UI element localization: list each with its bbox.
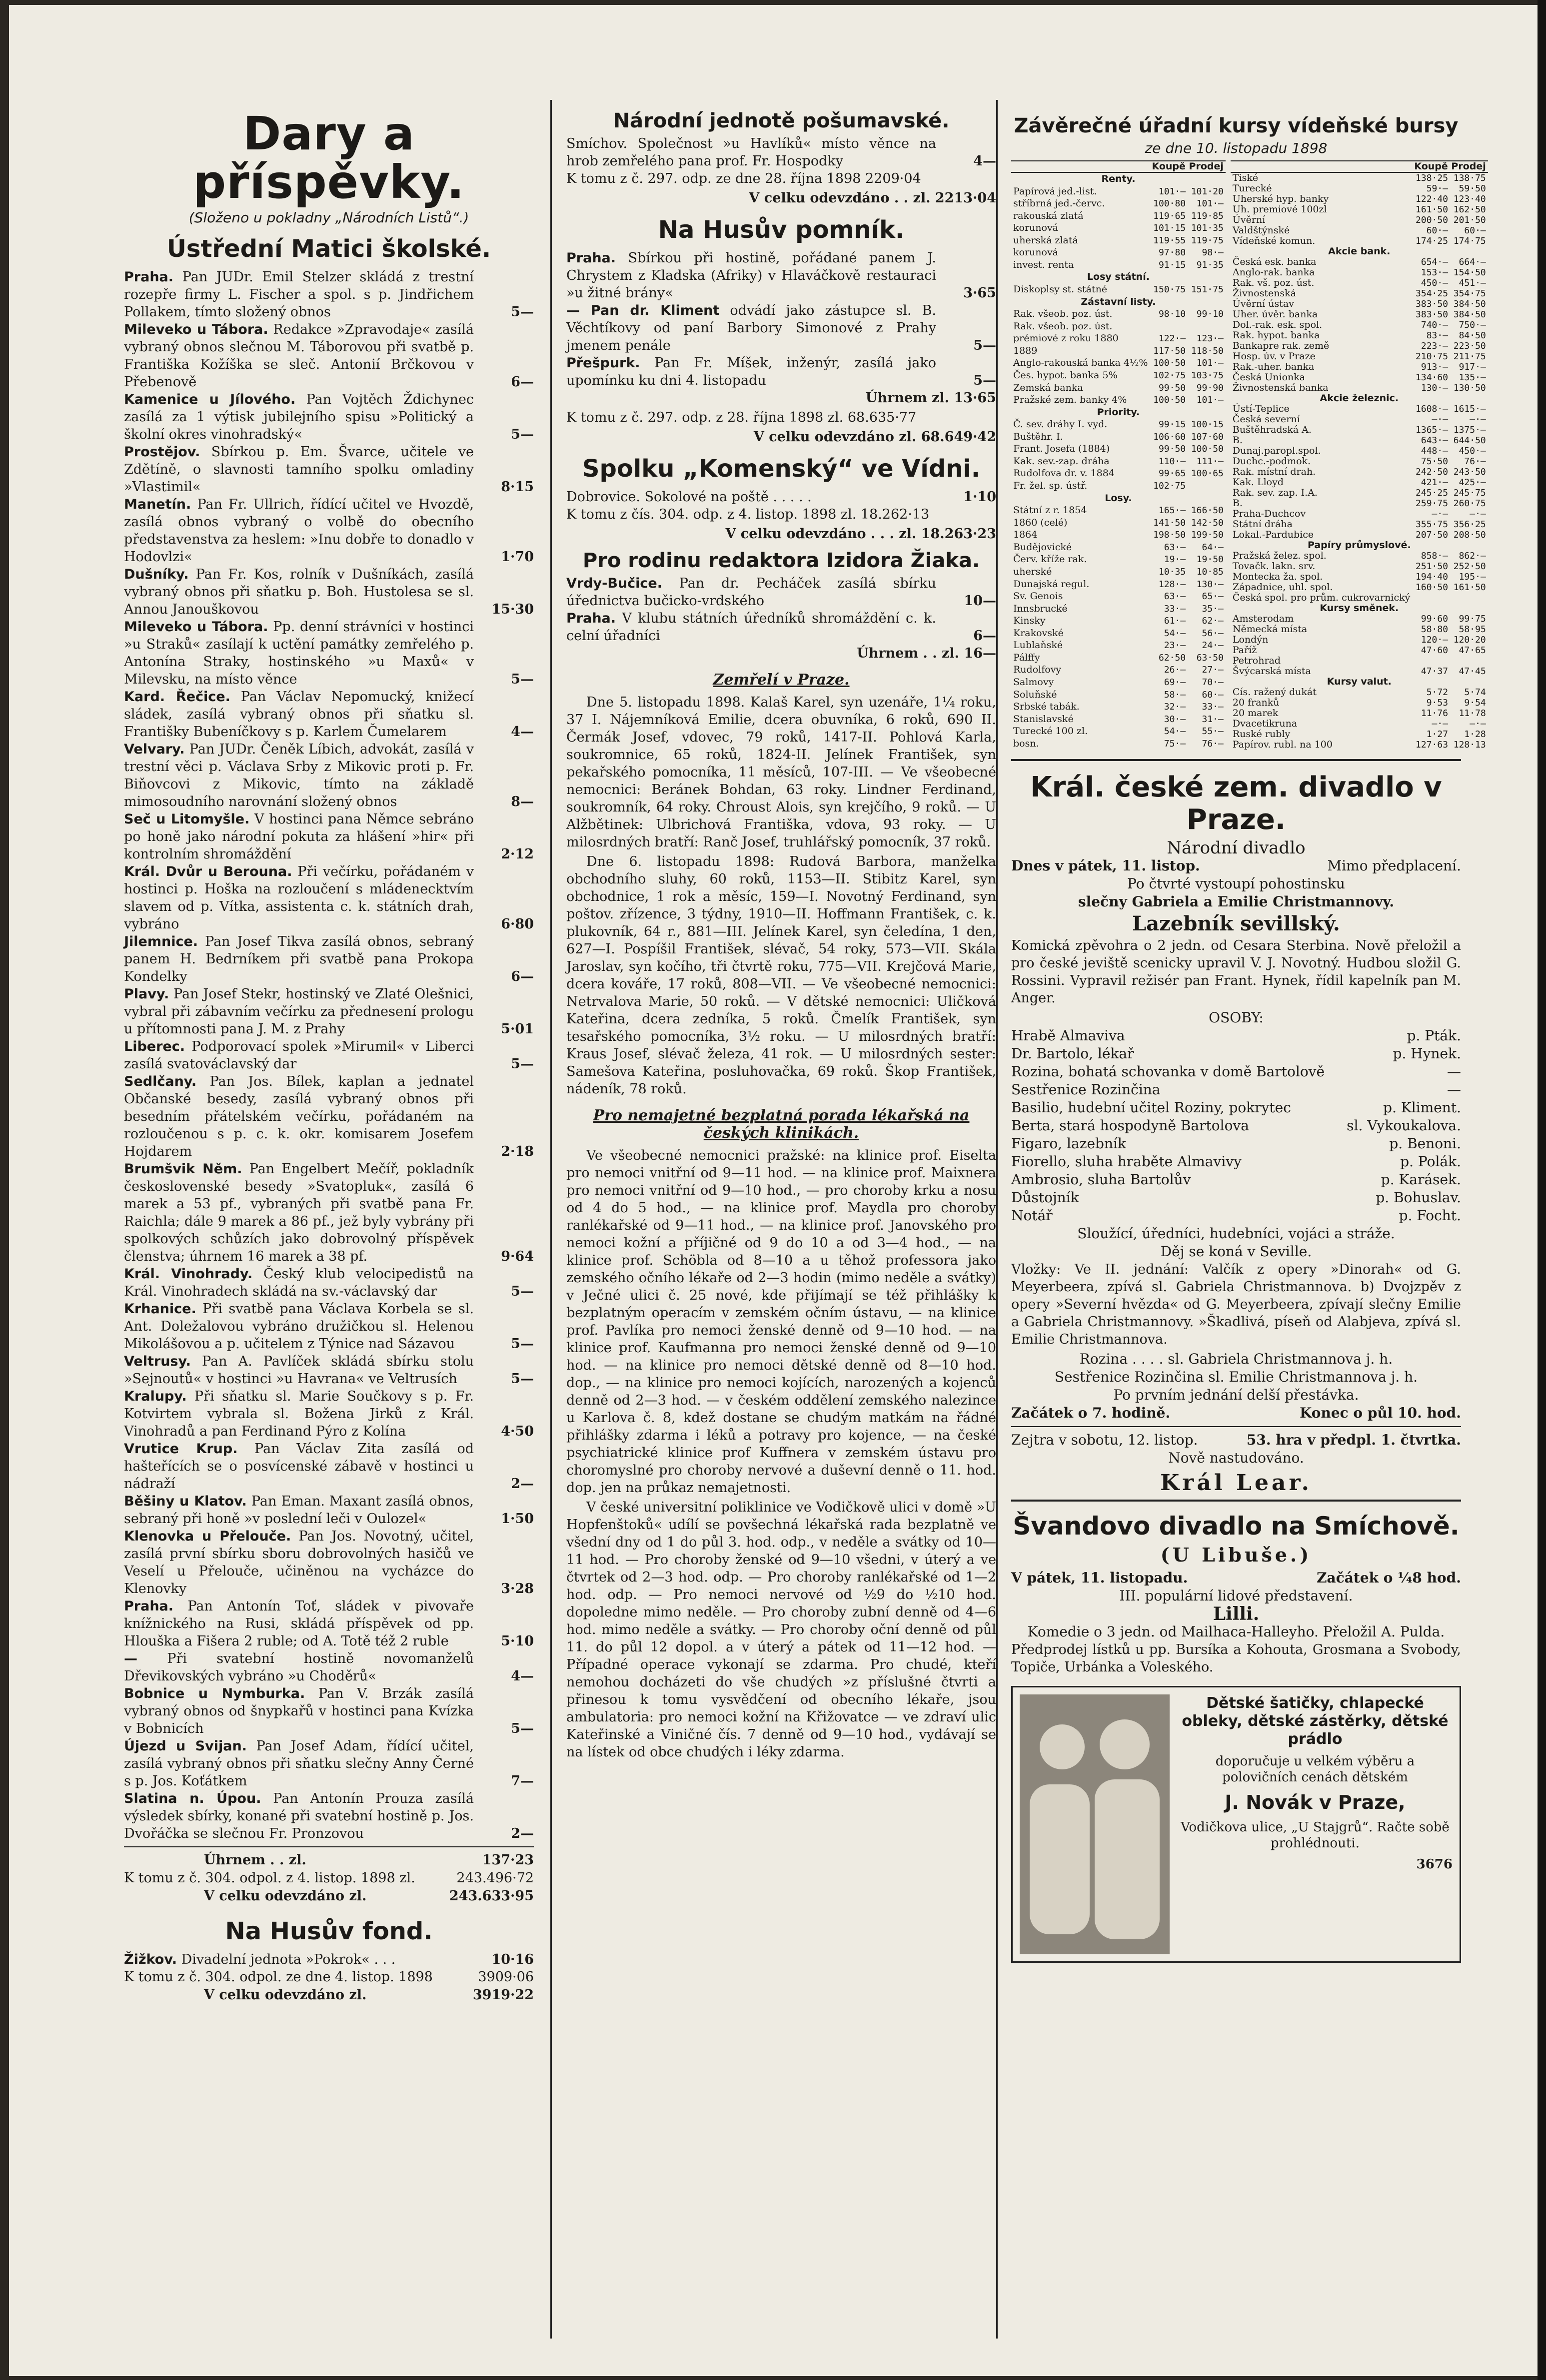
table-row: Červ. kříže rak. 19·— 19·50 <box>1013 554 1224 565</box>
theatre-national-title: Král. české zem. divadlo v Praze. <box>1030 771 1442 836</box>
cast-heading: OSOBY: <box>1209 1009 1264 1026</box>
donation-list <box>566 249 996 389</box>
play-setting: Děj se koná v Seville. <box>1160 1243 1312 1260</box>
sum-line: K tomu z č. 297. odp. ze dne 28. října 1898 2209·04 <box>566 171 921 186</box>
list-item: Kard. Řečice. Pan Václav Nepomucký, knižecí sládek, zasílá vybraný obnos při sňatku sl. Františky Bubeníčkovy s p. Karlem Čumelarem 4— <box>124 689 534 740</box>
section-heading-komensky: Spolku „Komenský“ ve Vídni. <box>582 454 981 483</box>
list-item: Plavy. Pan Josef Stekr, hostinský ve Zlaté Olešnici, vybral při zábavním večírku za přednesení prologu u přítomnosti pana J. M. z Prahy 5·01 <box>124 986 534 1037</box>
table-row: Rak. místní drah. 242·50 243·50 <box>1232 466 1486 477</box>
theatre-svanda-sub: (U Libuše.) <box>1160 1544 1312 1566</box>
table-row: Rak.-uher. banka 913·— 917·— <box>1232 361 1486 372</box>
table-row: Pálffy 62·50 63·50 <box>1013 652 1224 663</box>
table-row: Salmovy 69·— 70·— <box>1013 677 1224 688</box>
table-row: Amsterodam 99·60 99·75 <box>1232 613 1486 624</box>
list-item: Praha. Pan Antonín Toť, sládek v pivovaře knížnického na Rusi, skládá příspěvek od pp. Hlouška a Fišera 2 ruble; od A. Totě též 2 ruble 5·10 <box>124 1598 534 1649</box>
cast-row: Rozina, bohatá schovanka v domě Bartolově — <box>1011 1063 1461 1080</box>
table-row: Úvěrní 200·50 201·50 <box>1232 214 1486 225</box>
table-row: Úvěrní ústav 383·50 384·50 <box>1232 298 1486 309</box>
list-item: Žižkov. Divadelní jednota »Pokrok« . . . 10·16 <box>124 1951 534 1967</box>
sum-total: Úhrnem . . zl. 137·23 <box>204 1852 534 1868</box>
show-times: Začátek o 7. hodině. Konec o půl 10. hod. <box>1011 1405 1461 1421</box>
table-row: Londýn 120·— 120·20 <box>1232 634 1486 645</box>
exchange-tables <box>1011 160 1486 750</box>
table-row: Turecké 100 zl. 54·— 55·— <box>1013 726 1224 737</box>
table-row: Živnostenská banka 130·— 130·50 <box>1232 382 1486 393</box>
section-heading-zemreli: Zemřelí v Praze. <box>713 671 850 689</box>
cast-row: Basilio, hudební učitel Roziny, pokrytec p. Kliment. <box>1011 1099 1461 1116</box>
table-row: Renty. <box>1101 173 1136 184</box>
list-item: Slatina n. Úpou. Pan Antonín Prouza zasílá výsledek sbírky, konané při svatební hostině p. Jos. Dvořáčka se slečnou Fr. Pronzovou 2— <box>124 1790 534 1841</box>
table-row: Soluňské 58·— 60·— <box>1013 689 1224 700</box>
fond-sum-prior: K tomu z č. 304. odpol. ze dne 4. listop. 1898 3909·06 <box>124 1969 534 1985</box>
list-item: Újezd u Svijan. Pan Josef Adam, řídící učitel, zasílá vybraný obnos při sňatku slečny Anny Černé s p. Jos. Koťátkem 7— <box>124 1738 534 1789</box>
list-item: Seč u Litomyšle. V hostinci pana Němce sebráno po honě jako národní pokuta za hlášení »hir« při kontrolním shromáždění 2·12 <box>124 811 534 862</box>
list-item: Veltrusy. Pan A. Pavlíček skládá sbírku stolu »Sejnoutů« v hostinci »u Havrana« ve Veltrusích 5— <box>124 1353 534 1387</box>
table-row: Priority. <box>1097 406 1140 418</box>
cast-row: Důstojník p. Bohuslav. <box>1011 1189 1461 1206</box>
table-row: Č. sev. dráhy I. vyd. 99·15 100·15 <box>1013 419 1224 430</box>
table-row: 20 marek 11·76 11·78 <box>1232 708 1486 719</box>
donation-list <box>124 268 534 1842</box>
table-row: Duchc.-podmok. 75·50 76·— <box>1232 456 1486 467</box>
svanda-desc: Komedie o 3 jedn. od Mailhaca-Halleyho. Přeložil A. Pulda. <box>1027 1623 1445 1640</box>
sum-line: K tomu z čís. 304. odp. z 4. listop. 1898 zl. 18.262·13 <box>566 506 930 522</box>
children-illustration <box>1020 1694 1170 1954</box>
table-row: Dvacetikruna —·— —·— <box>1232 718 1486 729</box>
table-row: Diskoplsy st. státné 150·75 151·75 <box>1013 284 1224 295</box>
table-row: Akcie železnic. <box>1320 393 1399 404</box>
column-rule-2 <box>996 100 998 2339</box>
table-row: Ústí-Teplice 1608·— 1615·— <box>1232 403 1486 414</box>
column-rule-1 <box>550 100 552 2339</box>
table-row: Budějovické 63·— 64·— <box>1013 541 1224 553</box>
theatre-svanda-title: Švandovo divadlo na Smíchově. <box>1013 1512 1460 1541</box>
cast-row: Figaro, lazebník p. Benoni. <box>1011 1135 1461 1152</box>
table-row: 1889 117·50 118·50 <box>1013 345 1224 356</box>
svanda-presale: Předprodej lístků u pp. Bursíka a Kohouta, Grosmana a Svobody, Topiče, Urbánka a Voleského. <box>1011 1642 1461 1675</box>
list-item: Vrutice Krup. Pan Václav Zita zasílá od hašteřících se o posvícenské zábavě v hostinci u nádraží 2— <box>124 1441 534 1492</box>
list-item: Bobnice u Nymburka. Pan V. Brzák zasílá vybraný obnos od šnypkařů v hostinci pana Kvízka v Bobnicích 5— <box>124 1685 534 1736</box>
table-row: Bankapre rak. země 223·— 223·50 <box>1232 340 1486 351</box>
table-row: Fr. žel. sp. ústř. 102·75 <box>1013 480 1186 492</box>
clinics-text <box>566 1147 996 1761</box>
list-item: Mileveko u Tábora. Pp. denní strávníci v hostinci »u Straků« zasílají k uctění památky zemřelého p. Antonína Straky, hostinského »u Maxů« v Milevsku, na místo věnce 5— <box>124 619 534 687</box>
table-row: Zástavní listy. <box>1081 296 1156 307</box>
table-row: Pražská želez. spol. 858·— 862·— <box>1232 550 1486 561</box>
next-show-note: Nově nastudováno. <box>1168 1450 1304 1466</box>
table-row: Turecké 59·— 59·50 <box>1232 183 1486 194</box>
section-heading-matice: Ústřední Matici školské. <box>166 235 491 263</box>
table-row: Frant. Josefa (1884) 99·50 100·50 <box>1013 443 1224 455</box>
table-row: Akcie bank. <box>1328 246 1391 257</box>
column-right <box>1011 90 1486 1963</box>
list-item: — Při svatební hostině novomanželů Dřevikovských vybráno »u Choděrů« 4— <box>124 1650 534 1684</box>
paragraph: Dne 6. listopadu 1898: Rudová Barbora, manželka obchodního sluhy, 60 roků, 1153—II. Stibitz Karel, syn obchodnice, 1 rok a měsíc, 159—I. Novotný Ferdinand, syn poštov. zřízence, 3 týdny, 1910—II. Hoffmann František, c. k. plukovník, 64 r., 881—III. Jelínek Karel, syn čeledína, 1 den, 627—I. Pospíšil František, slévač, 54 roky, 573—VII. Skála Jaroslav, syn kočího, tři čtvrtě roku, 775—VII. Krejčová Marie, dcera kováře, 17 roků, 808—VII. — Ve všeobecné nemocnici: Netrvalova Marie, 50 roků. — V dětské nemocnici: Uličková Kateřina, dcera zedníka, 5 roků. Čmelík František, syn tesařského pomocníka, 3½ roku. — U milosrdných bratří: Kraus Josef, slévač železa, 41 rok. — U milosrdných sester: Samešova Kateřina, posluhovačka, 69 roků. Škop František, nádeník, 78 roků. <box>566 853 996 1097</box>
list-item: Krhanice. Při svatbě pana Václava Korbela se sl. Ant. Doležalovou vybráno družičkou sl. Helenou Mikolášovou a p. učitelem z Týnice nad Sázavou 5— <box>124 1301 534 1352</box>
guest-names: slečny Gabriela a Emilie Christmannovy. <box>1078 893 1395 910</box>
play-inserts: Vložky: Ve II. jednání: Valčík z opery »Dinorah« od G. Meyerbeera, zpívá sl. Gabriela Christmannova. b) Dvojzpěv z opery »Severní hvězda« od G. Meyerbeera, zpívají slečny Emilie a Gabriela Christmannovy. »Škadlivá, píseň od Alabjeva, zpívá sl. Emilie Christmannova. <box>1011 1262 1461 1347</box>
table-row: Rudolfova dr. v. 1884 99·65 100·65 <box>1013 468 1224 479</box>
table-row: Dunajská regul. 128·— 130·— <box>1013 578 1224 590</box>
table-row: Papírová jed.-list. 101·— 101·20 <box>1013 185 1224 197</box>
kursy-date: ze dne 10. listopadu 1898 <box>1145 140 1328 156</box>
ad-products: Dětské šatičky, chlapecké obleky, dětské zástěrky, dětské prádlo <box>1182 1694 1449 1748</box>
sum-line: Úhrnem zl. 13·65 <box>865 390 996 406</box>
page-title: Dary a příspěvky. <box>193 107 465 209</box>
table-row: Rak. vš. poz. úst. 450·— 451·— <box>1232 277 1486 288</box>
ad-number: 3676 <box>1416 1857 1453 1872</box>
cast-row: Ambrosio, sluha Bartolův p. Karásek. <box>1011 1171 1461 1188</box>
sum-prior: K tomu z č. 304. odpol. z 4. listop. 1898 zl. 243.496·72 <box>124 1870 534 1886</box>
table-row: Česká severní —·— —·— <box>1232 414 1486 425</box>
guest-role-1: Rozina . . . . sl. Gabriela Christmannova j. h. <box>1079 1351 1393 1367</box>
table-row: Česká spol. pro prům. cukrovarnický <box>1232 592 1411 603</box>
table-row: Montecka ža. spol. 194·40 195·— <box>1232 571 1486 582</box>
table-row: Kinsky 61·— 62·— <box>1013 615 1224 627</box>
table-row: prémiové z roku 1880 122·— 123·— <box>1013 333 1224 344</box>
table-row: rakouská zlatá 119·65 119·85 <box>1013 210 1224 221</box>
divider <box>124 1846 534 1847</box>
table-row: Státní z r. 1854 165·— 166·50 <box>1013 505 1224 516</box>
list-item: Běšiny u Klatov. Pan Eman. Maxant zasílá obnos, sebraný při honě »v poslední leči v Oulozel« 1·50 <box>124 1493 534 1527</box>
list-item: Praha. Pan JUDr. Emil Stelzer skládá z trestní rozepře firmy L. Fischer a spol. s p. Jindřichem Pollakem, tímto složený obnos 5— <box>124 269 534 320</box>
section-heading-ziak: Pro rodinu redaktora Izidora Žiaka. <box>582 549 980 572</box>
table-row: Losy státní. <box>1087 271 1150 283</box>
list-item: Dušníky. Pan Fr. Kos, rolník v Dušníkách, zasílá vybraný obnos při sňatku p. Boh. Hustolesa se sl. Annou Janouškovou 15·30 <box>124 566 534 617</box>
table-row: Živnostenská 354·25 354·75 <box>1232 288 1486 299</box>
table-row: Pražské zem. banky 4% 100·50 101·— <box>1013 394 1224 406</box>
table-row: Lublaňské 23·— 24·— <box>1013 640 1224 651</box>
table-row: korunová 97·80 98·— <box>1013 247 1224 258</box>
table-row: Lokal.-Pardubice 207·50 208·50 <box>1232 529 1486 540</box>
table-row: Západnice, uhl. spol. 160·50 161·50 <box>1232 582 1486 593</box>
guest-role-2: Sestřenice Rozinčina sl. Emilie Christmannova j. h. <box>1054 1369 1418 1385</box>
list-item: Prostějov. Sbírkou p. Em. Švarce, učitele ve Zdětíně, o slavnosti tamního spolku omladiny »Vlastimil« 8·15 <box>124 444 534 495</box>
exchange-table-right: Koupě Prodej Tiské 138·25 138·75 Turecké 59·— 59·50 Uherské hyp. banky 122·40 123·40 Uh. premiové 100zl 161·50 162·50 Úvěrní 200·50 201·50 Valdštýnské 60·— 60·— Vídeňské komun. 174·25 174·75 Akcie bank. Česká esk. banka 654·— 664·— Anglo-rak. banka 153·— 154·50 Rak. vš. poz. úst. 450·— 451·— Živnostenská 354·25 354·75 Úvěrní ústav 383·50 384·50 Uher. úvěr. banka 383·50 384·50 Dol.-rak. esk. spol. 740·— 750·— Rak. hypot. banka 83·— 84·50 Bankapre rak. země 223·— 223·50 Hosp. úv. v Praze 210·75 211·75 Rak.-uher. banka 913·— 917·— Česká Unionka 134·60 135·— Živnostenská banka 130·— 130·50 Akcie železnic. Ústí-Teplice 1608·— 1615·— Česká severní —·— —·— Buštěhradská A. 1365·— 1375·— B. 643·— 644·50 Dunaj.paropl.spol. 448·— 450·— Duchc.-podmok. 75·50 76·— Rak. místní drah. 242·50 243·50 Kak. Lloyd 421·— 425·— Rak. sev. zap. I.A. 245·25 245·75 B. 259·75 260·75 Praha-Duchcov —·— —·— Státní dráha 355·75 356·25 Lokal.-Pardubice 207·50 208·50 Papíry průmyslové. Pražská želez. spol. 858·— 862·— Tovačk. lakn. srv. 251·50 252·50 Montecka ža. spol. 194·40 195·— Západnice, uhl. spol. 160·50 161·50 Česká spol. pro prům. cukrovarnický Kursy směnek. Amsterodam 99·60 99·75 Německá místa 58·80 58·95 Londýn 120·— 120·20 Paříž 47·60 47·65 Petrohrad Švýcarská místa 47·37 47·45 Kursy valut. Cís. ražený dukát 5·72 5·74 20 franků 9·53 9·54 20 marek 11·76 11·78 Dvacetikruna —·— —·— Ruské rubly 1·27 1·28 Papírov. rubl. na 100 127·63 128·13 <box>1231 160 1488 750</box>
table-row: stříbrná jed.-červc. 100·80 101·— <box>1013 198 1224 209</box>
table-row: B. 643·— 644·50 <box>1232 435 1486 446</box>
table-row: Zemská banka 99·50 99·90 <box>1013 382 1224 393</box>
table-row: Buštěhr. I. 106·60 107·60 <box>1013 431 1224 442</box>
table-row: Uh. premiové 100zl 161·50 162·50 <box>1232 204 1486 215</box>
table-row: Čes. hypot. banka 5% 102·75 103·75 <box>1013 369 1224 381</box>
table-row: Kursy valut. <box>1327 676 1392 687</box>
table-row: 20 franků 9·53 9·54 <box>1232 697 1486 708</box>
play-title: Lazebník sevillský. <box>1132 912 1340 935</box>
table-row: Paříž 47·60 47·65 <box>1232 645 1486 656</box>
table-row: Papírov. rubl. na 100 127·63 128·13 <box>1232 739 1486 750</box>
intermission-note: Po prvním jednání delší přestávka. <box>1113 1387 1359 1403</box>
scan-edge <box>1538 0 1546 2380</box>
list-item: Liberec. Podporovací spolek »Mirumil« v Liberci zasílá svatováclavský dar 5— <box>124 1038 534 1072</box>
section-heading-kursy: Závěrečné úřadní kursy vídeňské bursy <box>1014 114 1459 137</box>
table-row: Rak. hypot. banka 83·— 84·50 <box>1232 330 1486 341</box>
sum-grand: V celku odevzdáno zl. 243.633·95 <box>204 1888 534 1904</box>
section-heading-husuv-fond: Na Husův fond. <box>225 1917 433 1945</box>
table-row: Dol.-rak. esk. spol. 740·— 750·— <box>1232 319 1486 330</box>
list-item: Sedlčany. Pan Jos. Bílek, kaplan a jednatel Občanské besedy, zasílá vybraný obnos při besedním přátelském večírku, pořádaném na rozloučenou s p. c. k. okr. komisarem Josefem Hojdarem 2·18 <box>124 1073 534 1159</box>
advertisement-novak <box>1011 1686 1461 1963</box>
list-item: Král. Vinohrady. Český klub velocipedistů na Král. Vinohradech skládá na sv.-václavský dar 5— <box>124 1266 534 1299</box>
cast-row: Sestřenice Rozinčina — <box>1011 1081 1461 1098</box>
divider <box>1011 1426 1461 1427</box>
section-heading-porada: Pro nemajetné bezplatná porada lékařská na českých klinikách. <box>593 1106 970 1142</box>
cast-extra: Sloužící, úředníci, hudebníci, vojáci a stráže. <box>1077 1225 1395 1242</box>
table-row: Česká esk. banka 654·— 664·— <box>1232 256 1486 267</box>
svanda-play: Lilli. <box>1213 1603 1260 1624</box>
table-row: uherské 10·35 10·85 <box>1013 566 1224 577</box>
table-row: 1860 (celé) 141·50 142·50 <box>1013 517 1224 528</box>
table-row: Innsbrucké 33·— 35·— <box>1013 603 1224 614</box>
fond-sum-grand: V celku odevzdáno zl. 3919·22 <box>204 1987 534 2003</box>
column-donations <box>124 90 534 2004</box>
cast-list <box>1011 1027 1461 1225</box>
list-item: Mileveko u Tábora. Redakce »Zpravodaje« zasílá vybraný obnos slečnou M. Táborovou při svatbě p. Františka Kožíška se sleč. Antonií Brčkovou v Přebenově 6— <box>124 321 534 390</box>
table-row: korunová 101·15 101·35 <box>1013 222 1224 234</box>
table-row: Německá místa 58·80 58·95 <box>1232 624 1486 635</box>
newspaper-page <box>9 5 1538 2376</box>
table-row: uherská zlatá 119·55 119·75 <box>1013 234 1224 246</box>
cast-row: Hrabě Almaviva p. Pták. <box>1011 1027 1461 1044</box>
table-row: bosn. 75·— 76·— <box>1013 738 1224 750</box>
page-subtitle: (Složeno u pokladny „Národních Listů“.) <box>188 209 469 226</box>
list-item: Klenovka u Přelouče. Pan Jos. Novotný, učitel, zasílá první sbírku sboru dobrovolných hasičů ve Veselí u Přelouče, učiněnou na vycházce do Klenovky 3·28 <box>124 1528 534 1596</box>
table-row: Srbské tabák. 32·— 33·— <box>1013 701 1224 713</box>
list-item: Kamenice u Jílového. Pan Vojtěch Ždichynec zasílá za 1 výtisk jubilejního spisu »Politický a školní okres vinohradský« 5— <box>124 391 534 442</box>
table-row: Kak. Lloyd 421·— 425·— <box>1232 477 1486 488</box>
sum-line: Úhrnem . . zl. 16— <box>857 645 996 661</box>
table-row: Anglo-rakouská banka 4½% 100·50 101·— <box>1013 357 1224 369</box>
table-row: Papíry průmyslové. <box>1307 540 1411 551</box>
sum-line: V celku odevzdáno . . zl. 2213·04 <box>749 190 996 206</box>
table-row: Ruské rubly 1·27 1·28 <box>1232 729 1486 740</box>
list-item: Přešpurk. Pan Fr. Míšek, inženýr, zasílá jako upomínku ku dni 4. listopadu 5— <box>566 355 996 388</box>
ad-text <box>1170 1694 1453 1954</box>
table-row: Rudolfovy 26·— 27·— <box>1013 664 1224 676</box>
play-description: Komická zpěvohra o 2 jedn. od Cesara Sterbina. Nově přeložil a pro české jeviště scenicky upravil V. J. Novotný. Hudbou složil G. Rossini. Vypravil režisér pan Frant. Hynek, řídil kapelník pan M. Anger. <box>1011 938 1461 1006</box>
sum-line: V celku odevzdáno . . . zl. 18.263·23 <box>725 526 996 542</box>
table-row: Vídeňské komun. 174·25 174·75 <box>1232 235 1486 246</box>
list-item: Praha. V klubu státních úředníků shromáždění c. k. celní úřadníci 6— <box>566 610 996 644</box>
svanda-line: III. populární lidové představení. <box>1119 1587 1353 1604</box>
section-heading-posumavska: Národní jednotě pošumavské. <box>613 109 950 132</box>
table-row: Rak. sev. zap. I.A. 245·25 245·75 <box>1232 487 1486 498</box>
list-item: Dobrovice. Sokolové na poště . . . . . 1·10 <box>566 489 996 505</box>
list-item: Král. Dvůr u Berouna. Při večírku, pořádaném v hostinci p. Hoška na rozloučení s mládenecktvím slavem od p. Vítka, assistenta c. k. státních drah, vybráno 6·80 <box>124 863 534 932</box>
list-item: Smíchov. Společnost »u Havlíků« místo věnce na hrob zemřelého pana prof. Fr. Hospodky 4— <box>566 136 996 169</box>
list-item: Jilemnice. Pan Josef Tikva zasílá obnos, sebraný panem H. Bedrníkem při svatbě pana Prokopa Kondelky 6— <box>124 933 534 984</box>
list-item: Brumšvik Něm. Pan Engelbert Mečíř, pokladník československé besedy »Svatopluk«, zasílá 6 marek a 53 pf., vybraných při svatbě pana Fr. Raichla; dále 9 marek a 86 pf., jež byly vybrány při spolkových schůzích jako dobrovolný příspěvek členstva; úhrnem 16 marek a 38 pf. 9·64 <box>124 1161 534 1264</box>
table-row: Losy. <box>1105 492 1132 504</box>
list-item: Vrdy-Bučice. Pan dr. Pecháček zasílá sbírku úřednictva bučicko-vrdského 10— <box>566 575 996 609</box>
table-row: Tiské 138·25 138·75 <box>1232 172 1486 183</box>
table-row: Hosp. úv. v Praze 210·75 211·75 <box>1232 351 1486 362</box>
table-row: 1864 198·50 199·50 <box>1013 529 1224 541</box>
table-row: Rak. všeob. poz. úst. 98·10 99·10 <box>1013 308 1224 320</box>
table-row: Kak. sev.-zap. dráha 110·— 111·— <box>1013 455 1224 467</box>
list-item: — Pan dr. Kliment odvádí jako zástupce sl. B. Věchtíkovy od paní Barbory Simonové z Prahy jmenem penále 5— <box>566 302 996 353</box>
next-play-title: Král Lear. <box>1160 1470 1312 1496</box>
cast-row: Fiorello, sluha hraběte Almavivy p. Polák. <box>1011 1153 1461 1170</box>
divider <box>1011 759 1461 761</box>
table-row: Uher. úvěr. banka 383·50 384·50 <box>1232 309 1486 320</box>
ad-address: Vodičkova ulice, „U Stajgrů“. Račte sobě prohlédnouti. <box>1181 1820 1450 1851</box>
theatre-national-sub: Národní divadlo <box>1167 838 1306 858</box>
cast-row: Dr. Bartolo, lékař p. Hynek. <box>1011 1045 1461 1062</box>
paragraph: Ve všeobecné nemocnici pražské: na klinice prof. Eiselta pro nemoci vnitřní od 9—11 hod. — na klinice prof. Maixnera pro nemoci vnitřní od 9—10 hod., — pro choroby krku a nosu od 4 do 5 hod., — na klinice prof. Maydla pro choroby ranlékařské od 9—11 hod., — na klinice prof. Janovského pro nemoci kožní a příjičné od 9 do 10 a od 3—4 hod., — na klinice prof. Schöbla od 8—10 a u těhož professora jako zemského očního lékaře od 2—3 hodin (mimo neděle a svátky) v Ječné ulici č. 25 nové, kde přijímají se též přihlášky k bezplatným operacím v zemském očním ústavu, — na klinice prof. Pavlíka pro nemoci ženské denně od 9—10 hod. — na klinice prof. Kaufmanna pro nemoci ženské denně od 9—10 hod. — na klinice pro nemoci dětské denně od 8—10 hod. dop., — na klinice pro nemoci kojících, narozených a kojenců denně od 2—3 hod. — v českém oddělení zemského nalezince u Karlova č. 8, kdež dostane se chudým matkám na řádné přihlášky zdarma i léků a potravy pro kojence, — na české psychiatrické klinice prof Kuffnera v zemském ústavu pro choromyslné pro choroby nervové a duševní denně o 11. hod. dop. jen na průkaz nemajetnosti. <box>566 1147 996 1496</box>
next-show: Zejtra v sobotu, 12. listop. 53. hra v předpl. 1. čtvrtka. <box>1011 1432 1461 1448</box>
table-row: Cís. ražený dukát 5·72 5·74 <box>1232 687 1486 698</box>
table-row: Praha-Duchcov —·— —·— <box>1232 508 1486 519</box>
paragraph: V české universitní poliklinice ve Vodičkově ulici v domě »U Hopfenštoků« udílí se povšechná lékařská rada bezplatně ve všední dny od 1 do půl 3. hod. odp., v neděle a svátky od 10—11 hod. — Pro choroby ženské od 9—10 všedni, v úterý a ve čtvrtek od 2—3 hod. odp. — Pro choroby ranlékařské od 1—2 hod. odp. — Pro nemoci nervové od ½9 do ½10 hod. dopoledne mimo neděle. — Pro choroby zubní denně od 4—6 hod. mimo neděle a svátky. — Pro choroby oční denně od půl 11. do půl 12 dopol. a v úterý a pátek od 11—12 hod. — Případné operace vykonají se zdarma. Pro chudé, kteří nemohou docházeti do vše chudých »z příslušné čtvrti a přinesou k tomu vysvědčení od obecního lékaře, jsou ambulatoria: pro nemoci kožní na Křižovatce — ve zdraví ulic Kateřinské a Viničné čís. 7 denně od 9—10 hod., vydávají se na lístek od obce chudých i léky zdarma. <box>566 1499 996 1760</box>
list-item: Praha. Sbírkou při hostině, pořádané panem J. Chrystem z Kladska (Afriky) v Hlaváčkově restauraci »u žitné brány« 3·65 <box>566 250 996 301</box>
column-middle <box>566 90 996 1763</box>
table-row: Dunaj.paropl.spol. 448·— 450·— <box>1232 445 1486 456</box>
table-row: Krakovské 54·— 56·— <box>1013 627 1224 639</box>
sum-line: K tomu z č. 297. odp. z 28. října 1898 zl. 68.635·77 <box>566 409 917 425</box>
table-row: Česká Unionka 134·60 135·— <box>1232 372 1486 383</box>
table-row: Sv. Genois 63·— 65·— <box>1013 591 1224 602</box>
table-row: Státní dráha 355·75 356·25 <box>1232 519 1486 530</box>
table-row: Tovačk. lakn. srv. 251·50 252·50 <box>1232 561 1486 572</box>
table-row: Buštěhradská A. 1365·— 1375·— <box>1232 424 1486 435</box>
deaths-text <box>566 694 996 1098</box>
divider <box>1011 1500 1461 1502</box>
exchange-table-left: Koupě Prodej Renty. Papírová jed.-list. 101·— 101·20 stříbrná jed.-červc. 100·80 101·— rakouská zlatá 119·65 119·85 korunová 101·15 101·35 uherská zlatá 119·55 119·75 korunová 97·80 98·— invest. renta 91·15 91·35 Losy státní. Diskoplsy st. státné 150·75 151·75 Zástavní listy. Rak. všeob. poz. úst. 98·10 99·10 Rak. všeob. poz. úst. prémiové z roku 1880 122·— 123·— 1889 117·50 118·50 Anglo-rakouská banka 4½% 100·50 101·— Čes. hypot. banka 5% 102·75 103·75 Zemská banka 99·50 99·90 Pražské zem. banky 4% 100·50 101·— Priority. Č. sev. dráhy I. vyd. 99·15 100·15 Buštěhr. I. 106·60 107·60 Frant. Josefa (1884) 99·50 100·50 Kak. sev.-zap. dráha 110·— 111·— Rudolfova dr. v. 1884 99·65 100·65 Fr. žel. sp. ústř. 102·75 Losy. Státní z r. 1854 165·— 166·50 1860 (celé) 141·50 142·50 1864 198·50 199·50 Budějovické 63·— 64·— Červ. kříže rak. 19·— 19·50 uherské 10·35 10·85 Dunajská regul. 128·— 130·— Sv. Genois 63·— 65·— Innsbrucké 33·— 35·— Kinsky 61·— 62·— Krakovské 54·— 56·— Lublaňské 23·— 24·— Pálffy 62·50 63·50 Rudolfovy 26·— 27·— Salmovy 69·— 70·— Soluňské 58·— 60·— Srbské tabák. 32·— 33·— Stanislavské 30·— 31·— Turecké 100 zl. 54·— 55·— bosn. 75·— 76·— <box>1011 160 1226 750</box>
table-row: B. 259·75 260·75 <box>1232 498 1486 509</box>
table-row: Kursy směnek. <box>1320 603 1399 614</box>
ad-description: doporučuje u velkém výběru a polovičních cenách dětském <box>1215 1754 1415 1785</box>
table-row: invest. renta 91·15 91·35 <box>1013 259 1224 270</box>
cast-row: Notář p. Focht. <box>1011 1207 1461 1224</box>
table-row: Stanislavské 30·— 31·— <box>1013 713 1224 725</box>
cast-row: Berta, stará hospodyně Bartolova sl. Vykoukalova. <box>1011 1117 1461 1134</box>
table-row: Rak. všeob. poz. úst. <box>1013 320 1113 332</box>
list-item: Kralupy. Při sňatku sl. Marie Součkovy s p. Fr. Kotvirtem vybrala sl. Božena Jirků z Král. Vinohradů a pan Ferdinand Pýro z Kolína 4·50 <box>124 1388 534 1439</box>
sum-line: V celku odevzdáno zl. 68.649·42 <box>753 429 996 445</box>
table-row: Uherské hyp. banky 122·40 123·40 <box>1232 193 1486 204</box>
ad-company: J. Novák v Praze, <box>1225 1791 1406 1813</box>
table-row: Valdštýnské 60·— 60·— <box>1232 225 1486 236</box>
list-item: Manetín. Pan Fr. Ullrich, řídící učitel ve Hvozdě, zasílá obnos vybraný o volbě do obecního představenstva za heslem: »Inu dobře to donadlo v Hodovlzi« 1·70 <box>124 496 534 565</box>
table-row: Švýcarská místa 47·37 47·45 <box>1232 666 1486 677</box>
table-row: Petrohrad <box>1232 655 1281 666</box>
theatre-national-date: Dnes v pátek, 11. listop. Mimo předplacení. <box>1011 857 1461 874</box>
list-item: Velvary. Pan JUDr. Čeněk Líbich, advokát, zasílá v trestní věci p. Václava Srby z Mikovic proti p. Fr. Biňovcovi z Mikovic, tímto na základě mimosoudního narovnání složený obnos 8— <box>124 741 534 809</box>
guest-line: Po čtvrté vystoupí pohostinsku <box>1127 875 1345 892</box>
donation-list <box>566 575 996 645</box>
paragraph: Dne 5. listopadu 1898. Kalaš Karel, syn uzenáře, 1¼ roku, 37 I. Nájemníková Emilie, dcera obuvníka, 6 roků, 690 II. Čermák Josef, vdovec, 79 roků, 1417-II. Pohlová Karla, soukromnice, 65 roků, 1824-II. Jelínek František, syn pekařského pomocníka, 11 měsíců, 107-III. — Ve všeobecné nemocnici: Beránek Bohdan, 63 roky. Lindner Ferdinand, soukromník, 64 roky. Chroust Alois, syn krejčího, 9 roků. — U Alžbětinek: Ulbrichová Františka, vdova, 93 roky. — U milosrdných bratří: Ranč Josef, truhlářský pomocník, 37 roků. <box>566 694 996 850</box>
table-row: Anglo-rak. banka 153·— 154·50 <box>1232 267 1486 278</box>
section-heading-husuv-pomnik: Na Husův pomník. <box>658 216 905 244</box>
theatre-svanda-date: V pátek, 11. listopadu. Začátek o ¼8 hod. <box>1011 1570 1461 1586</box>
